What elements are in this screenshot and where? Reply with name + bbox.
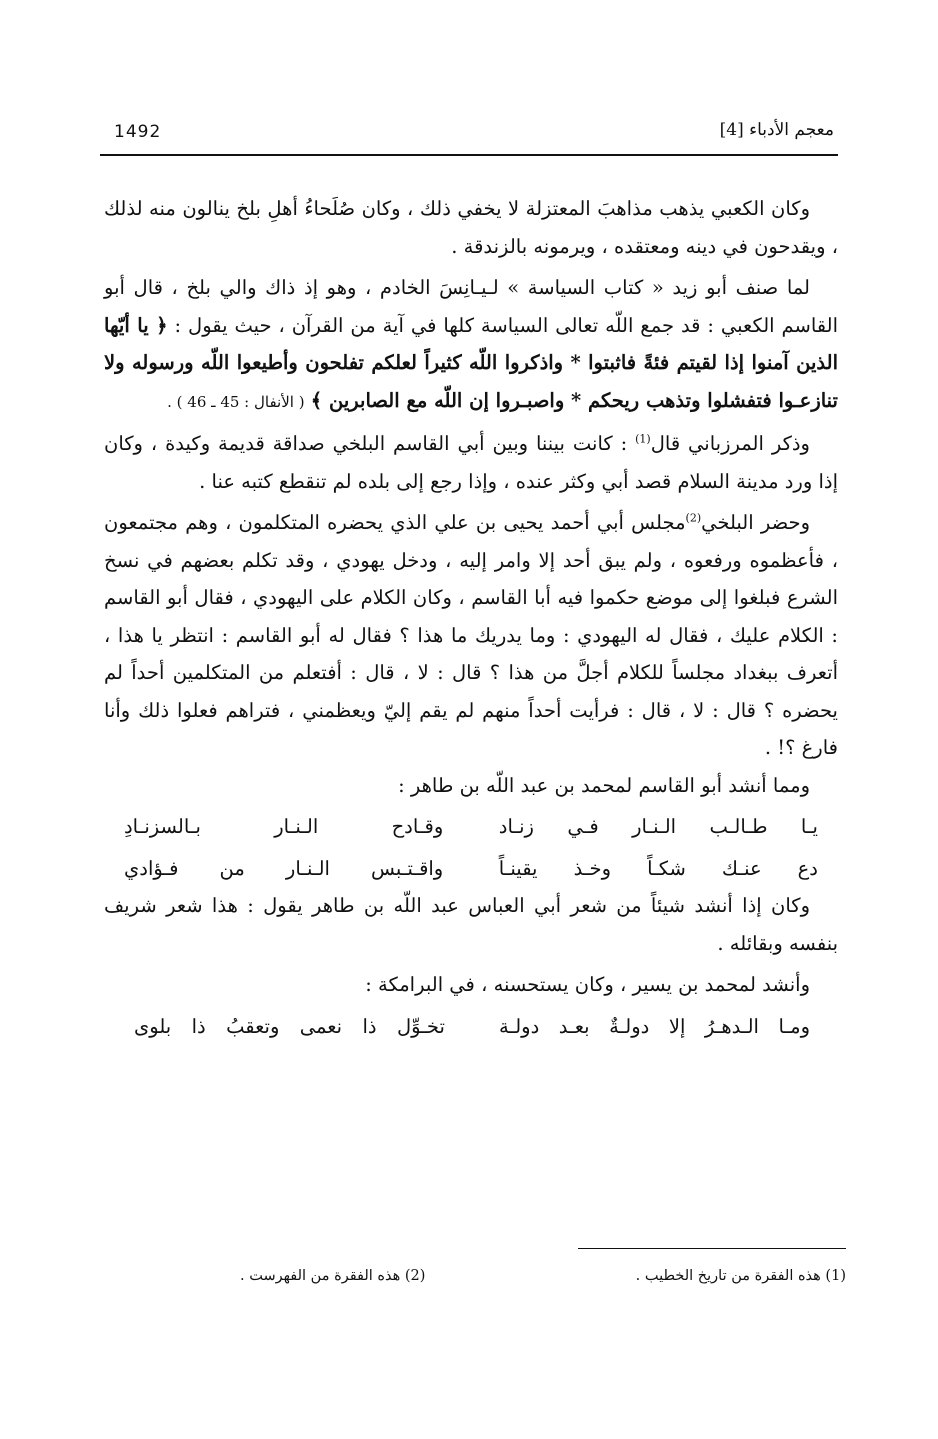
verse-second-hemistich: واقـتـبس الـنـار من فـؤادي bbox=[124, 856, 444, 880]
poem-verse bbox=[104, 850, 838, 888]
verse-first-hemistich: يـا طـالـب الـنـار فـي زنـاد bbox=[498, 815, 818, 838]
running-title: معجم الأدباء [4] bbox=[719, 120, 834, 140]
paragraph-siyasa-text: لما صنف أبو زيد « كتاب السياسة » لـيـانِسَ الخادم ، وهو إذ ذاك والي بلخ ، قال أبو القاسم الكعبي : قد جمع اللّه تعالى السياسة كلها في آية من القرآن ، حيث يقول : bbox=[104, 276, 839, 337]
footnote-marker-2: (2) bbox=[685, 511, 702, 525]
paragraph-kabi: وكان الكعبي يذهب مذاهبَ المعتزلة لا يخفي ذلك ، وكان صُلَحاءُ أهلِ بلخ ينالون منه لذلك ، ويقدحون في دينه ومعتقده ، ويرمونه بالزندقة . bbox=[104, 197, 838, 258]
footnote-divider bbox=[578, 1248, 846, 1249]
paragraph-marzubani-rest: : كانت بيننا وبين أبي القاسم البلخي صداقة قديمة وكيدة ، وكان إذا ورد مدينة السلام قصد أبي وكثر عنده ، وإذا رجع إلى بلده لم تنقطع كتبه عنا . bbox=[104, 432, 838, 493]
footnote-1: (1) هذه الفقرة من تاريخ الخطيب . bbox=[635, 1268, 846, 1284]
page-header bbox=[100, 118, 838, 156]
poem-verse bbox=[104, 1008, 838, 1046]
paragraph-poem-intro: ومما أنشد أبو القاسم لمحمد بن عبد اللّه بن طاهر : bbox=[398, 773, 810, 797]
page-number: 1492 bbox=[114, 122, 162, 142]
paragraph-siyasa bbox=[104, 269, 838, 421]
paragraph-marzubani bbox=[104, 425, 838, 500]
verse-second-hemistich: تخـوِّل ذا نعمى وتعقبُ ذا بلوى bbox=[134, 1014, 445, 1038]
quran-quote: ﴿ يا أيّها الذين آمنوا إذا لقيتم فئةً فاثبتوا * واذكروا اللّه كثيراً لعلكم تفلحون وأطيعوا اللّه ورسوله ولا تنازعـوا فتفشلوا وتذهب ريحكم * واصبـروا إن اللّه مع الصابرين ﴾ bbox=[104, 313, 838, 412]
footnote-2: (2) هذه الفقرة من الفهرست . bbox=[240, 1268, 426, 1284]
paragraph-ibn-tahir: وكان إذا أنشد شيئاً من شعر أبي العباس عبد اللّه بن طاهر يقول : هذا شعر شريف بنفسه وبقائله . bbox=[104, 894, 838, 955]
paragraph-majlis-rest: مجلس أبي أحمد يحيى بن علي الذي يحضره المتكلمون ، وهم مجتمعون ، فأعظموه ورفعوه ، ولم يبق أحد إلا وامر إليه ، ودخل يهودي ، وقد تكلم بعضهم في نسخ الشرع فبلغوا إلى موضع حكموا فيه أبا القاسم ، وكان الكلام على اليهودي ، فقال أبو القاسم : الكلام عليك ، فقال له اليهودي : وما يدريك ما هذا ؟ فقال له أبو القاسم : انتظر يا هذا ، أتعرف ببغداد مجلساً للكلام أجلَّ من هذا ؟ قال : لا ، قال : أفتعلم من المتكلمين أحداً لم يحضره ؟ قال : لا ، قال : فرأيت أحداً منهم لم يقم إليّ ويعظمني ، فتراهم فعلوا ذلك وأنا فارغ ؟! . bbox=[104, 511, 838, 759]
verse-first-hemistich: دع عنـك شكـاً وخـذ يقينـاً bbox=[498, 856, 818, 880]
footnote-marker-1: (1) bbox=[635, 432, 651, 446]
verse-second-hemistich: وقـادح الـنـار بـالسزنـادِ bbox=[124, 815, 444, 838]
main-text bbox=[104, 190, 838, 1045]
verse-first-hemistich: ومـا الـدهـرُ إلا دولـةٌ بعـد دولـة bbox=[499, 1014, 810, 1038]
paragraph-barmakids-intro: وأنشد لمحمد بن يسير ، وكان يستحسنه ، في البرامكة : bbox=[365, 973, 810, 996]
paragraph-marzubani-start: وذكر المرزباني قال bbox=[650, 432, 810, 455]
quran-reference: ( الأنفال : 45 ـ 46 ) . bbox=[167, 392, 305, 411]
paragraph-majlis bbox=[104, 504, 838, 767]
paragraph-majlis-start: وحضر البلخي bbox=[701, 511, 810, 534]
poem-verse bbox=[104, 808, 838, 846]
footnotes bbox=[240, 1268, 846, 1284]
